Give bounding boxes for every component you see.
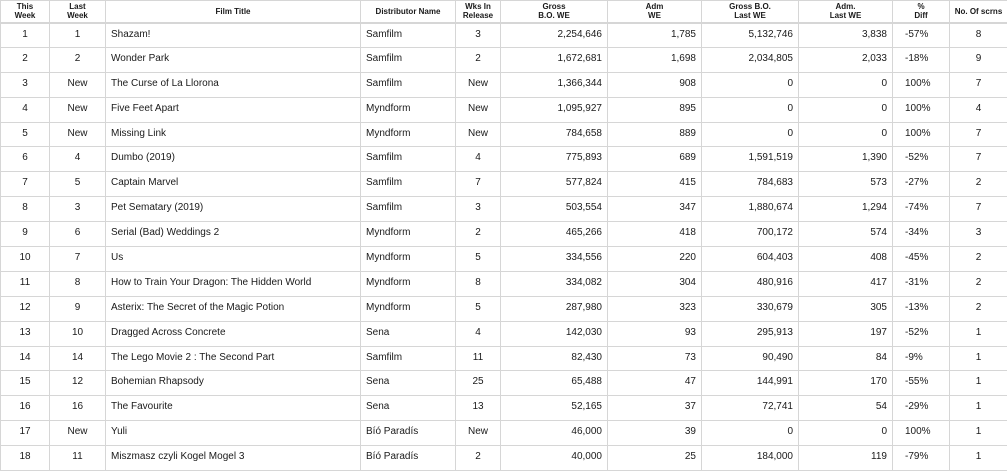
cell-this-week: 18 (1, 446, 50, 471)
cell-last-week: 14 (50, 346, 106, 371)
header-row (1, 1, 1007, 23)
cell-this-week: 8 (1, 197, 50, 222)
cell-distributor: Myndform (361, 122, 456, 147)
cell-distributor: Myndform (361, 222, 456, 247)
cell-wks-in-release: 2 (456, 446, 501, 471)
cell-adm-last-we: 197 (799, 321, 893, 346)
cell-no-of-scrns: 8 (950, 23, 1007, 48)
table-row[interactable] (1, 371, 1007, 396)
cell-gross-bo-we: 82,430 (501, 346, 608, 371)
cell-adm-we: 895 (608, 97, 702, 122)
cell-wks-in-release: 7 (456, 172, 501, 197)
cell-distributor: Samfilm (361, 47, 456, 72)
cell-distributor: Samfilm (361, 172, 456, 197)
cell-film-title: How to Train Your Dragon: The Hidden World (106, 271, 361, 296)
cell-this-week: 6 (1, 147, 50, 172)
cell-last-week: 4 (50, 147, 106, 172)
cell-pct-diff: 100% (893, 72, 950, 97)
cell-pct-diff: -74% (893, 197, 950, 222)
cell-no-of-scrns: 7 (950, 122, 1007, 147)
table-row[interactable] (1, 172, 1007, 197)
cell-this-week: 1 (1, 23, 50, 48)
cell-this-week: 15 (1, 371, 50, 396)
cell-pct-diff: -29% (893, 396, 950, 421)
cell-pct-diff: 100% (893, 97, 950, 122)
cell-adm-we: 1,785 (608, 23, 702, 48)
cell-adm-we: 415 (608, 172, 702, 197)
cell-adm-last-we: 417 (799, 271, 893, 296)
cell-this-week: 3 (1, 72, 50, 97)
cell-last-week: New (50, 97, 106, 122)
header-this-week[interactable]: This Week (1, 1, 50, 23)
cell-distributor: Myndform (361, 247, 456, 272)
cell-gross-bo-last-we: 700,172 (702, 222, 799, 247)
table-row[interactable] (1, 47, 1007, 72)
cell-this-week: 5 (1, 122, 50, 147)
table-row[interactable] (1, 23, 1007, 48)
cell-wks-in-release: 5 (456, 247, 501, 272)
cell-this-week: 17 (1, 421, 50, 446)
table-row[interactable] (1, 446, 1007, 471)
table-row[interactable] (1, 396, 1007, 421)
cell-gross-bo-last-we: 90,490 (702, 346, 799, 371)
cell-adm-we: 47 (608, 371, 702, 396)
cell-distributor: Myndform (361, 271, 456, 296)
table-row[interactable] (1, 296, 1007, 321)
header-gross-bo-we[interactable]: Gross B.O. WE (501, 1, 608, 23)
cell-last-week: 16 (50, 396, 106, 421)
cell-film-title: Dragged Across Concrete (106, 321, 361, 346)
cell-distributor: Samfilm (361, 197, 456, 222)
cell-adm-we: 908 (608, 72, 702, 97)
header-gross-bo-last-we[interactable]: Gross B.O. Last WE (702, 1, 799, 23)
cell-gross-bo-last-we: 0 (702, 72, 799, 97)
cell-pct-diff: -13% (893, 296, 950, 321)
table-row[interactable] (1, 122, 1007, 147)
cell-wks-in-release: 11 (456, 346, 501, 371)
cell-adm-last-we: 573 (799, 172, 893, 197)
cell-adm-we: 347 (608, 197, 702, 222)
cell-gross-bo-last-we: 1,591,519 (702, 147, 799, 172)
cell-adm-we: 304 (608, 271, 702, 296)
cell-no-of-scrns: 4 (950, 97, 1007, 122)
cell-gross-bo-last-we: 1,880,674 (702, 197, 799, 222)
table-row[interactable] (1, 222, 1007, 247)
cell-wks-in-release: 4 (456, 147, 501, 172)
cell-distributor: Bíó Paradís (361, 421, 456, 446)
cell-adm-we: 323 (608, 296, 702, 321)
cell-last-week: 6 (50, 222, 106, 247)
cell-film-title: Serial (Bad) Weddings 2 (106, 222, 361, 247)
cell-no-of-scrns: 2 (950, 247, 1007, 272)
cell-adm-last-we: 170 (799, 371, 893, 396)
header-adm-last-we[interactable]: Adm. Last WE (799, 1, 893, 23)
cell-wks-in-release: 4 (456, 321, 501, 346)
cell-pct-diff: -52% (893, 321, 950, 346)
cell-film-title: The Favourite (106, 396, 361, 421)
cell-gross-bo-we: 142,030 (501, 321, 608, 346)
cell-wks-in-release: 13 (456, 396, 501, 421)
cell-wks-in-release: 25 (456, 371, 501, 396)
cell-gross-bo-we: 775,893 (501, 147, 608, 172)
cell-adm-we: 37 (608, 396, 702, 421)
cell-adm-last-we: 305 (799, 296, 893, 321)
header-film-title[interactable]: Film Title (106, 1, 361, 23)
cell-wks-in-release: New (456, 97, 501, 122)
cell-gross-bo-last-we: 144,991 (702, 371, 799, 396)
cell-no-of-scrns: 1 (950, 396, 1007, 421)
cell-distributor: Samfilm (361, 147, 456, 172)
cell-gross-bo-we: 1,095,927 (501, 97, 608, 122)
cell-gross-bo-last-we: 604,403 (702, 247, 799, 272)
cell-film-title: Shazam! (106, 23, 361, 48)
table-row[interactable] (1, 346, 1007, 371)
cell-adm-last-we: 1,294 (799, 197, 893, 222)
cell-distributor: Myndform (361, 296, 456, 321)
cell-adm-last-we: 119 (799, 446, 893, 471)
cell-pct-diff: -57% (893, 23, 950, 48)
cell-gross-bo-last-we: 2,034,805 (702, 47, 799, 72)
cell-film-title: Bohemian Rhapsody (106, 371, 361, 396)
cell-gross-bo-we: 577,824 (501, 172, 608, 197)
cell-gross-bo-we: 2,254,646 (501, 23, 608, 48)
cell-gross-bo-we: 287,980 (501, 296, 608, 321)
cell-last-week: New (50, 122, 106, 147)
cell-last-week: 9 (50, 296, 106, 321)
cell-distributor: Bíó Paradís (361, 446, 456, 471)
table-row[interactable] (1, 247, 1007, 272)
cell-this-week: 16 (1, 396, 50, 421)
cell-last-week: 7 (50, 247, 106, 272)
cell-adm-last-we: 2,033 (799, 47, 893, 72)
table-row[interactable] (1, 271, 1007, 296)
cell-no-of-scrns: 2 (950, 271, 1007, 296)
cell-gross-bo-last-we: 0 (702, 122, 799, 147)
cell-pct-diff: -18% (893, 47, 950, 72)
cell-distributor: Samfilm (361, 23, 456, 48)
cell-no-of-scrns: 1 (950, 421, 1007, 446)
cell-gross-bo-last-we: 480,916 (702, 271, 799, 296)
cell-pct-diff: -52% (893, 147, 950, 172)
cell-wks-in-release: 3 (456, 197, 501, 222)
table-row[interactable] (1, 421, 1007, 446)
cell-film-title: Yuli (106, 421, 361, 446)
cell-wks-in-release: 2 (456, 47, 501, 72)
cell-gross-bo-last-we: 784,683 (702, 172, 799, 197)
cell-wks-in-release: 8 (456, 271, 501, 296)
cell-no-of-scrns: 1 (950, 371, 1007, 396)
cell-this-week: 7 (1, 172, 50, 197)
cell-film-title: Wonder Park (106, 47, 361, 72)
header-no-of-scrns[interactable]: No. Of scrns (950, 1, 1007, 23)
cell-film-title: Captain Marvel (106, 172, 361, 197)
cell-film-title: Dumbo (2019) (106, 147, 361, 172)
table-row[interactable] (1, 321, 1007, 346)
cell-gross-bo-last-we: 0 (702, 421, 799, 446)
cell-pct-diff: -9% (893, 346, 950, 371)
cell-gross-bo-last-we: 5,132,746 (702, 23, 799, 48)
cell-this-week: 9 (1, 222, 50, 247)
cell-this-week: 11 (1, 271, 50, 296)
cell-this-week: 4 (1, 97, 50, 122)
cell-adm-we: 93 (608, 321, 702, 346)
cell-last-week: 11 (50, 446, 106, 471)
cell-wks-in-release: 2 (456, 222, 501, 247)
cell-gross-bo-we: 52,165 (501, 396, 608, 421)
cell-adm-last-we: 3,838 (799, 23, 893, 48)
cell-gross-bo-we: 503,554 (501, 197, 608, 222)
cell-pct-diff: -45% (893, 247, 950, 272)
cell-last-week: 3 (50, 197, 106, 222)
cell-last-week: 12 (50, 371, 106, 396)
cell-wks-in-release: 3 (456, 23, 501, 48)
cell-pct-diff: 100% (893, 421, 950, 446)
cell-distributor: Sena (361, 396, 456, 421)
cell-last-week: 1 (50, 23, 106, 48)
header-last-week[interactable]: Last Week (50, 1, 106, 23)
cell-distributor: Myndform (361, 97, 456, 122)
cell-film-title: Asterix: The Secret of the Magic Potion (106, 296, 361, 321)
cell-adm-last-we: 1,390 (799, 147, 893, 172)
cell-pct-diff: -31% (893, 271, 950, 296)
cell-distributor: Samfilm (361, 72, 456, 97)
cell-adm-last-we: 0 (799, 122, 893, 147)
cell-film-title: The Curse of La Llorona (106, 72, 361, 97)
cell-adm-last-we: 0 (799, 97, 893, 122)
cell-wks-in-release: New (456, 72, 501, 97)
cell-wks-in-release: 5 (456, 296, 501, 321)
cell-pct-diff: -34% (893, 222, 950, 247)
cell-distributor: Sena (361, 321, 456, 346)
cell-no-of-scrns: 7 (950, 147, 1007, 172)
table-row[interactable] (1, 72, 1007, 97)
cell-gross-bo-we: 1,366,344 (501, 72, 608, 97)
cell-last-week: New (50, 421, 106, 446)
cell-gross-bo-we: 46,000 (501, 421, 608, 446)
cell-wks-in-release: New (456, 122, 501, 147)
cell-film-title: Miszmasz czyli Kogel Mogel 3 (106, 446, 361, 471)
table-row[interactable] (1, 147, 1007, 172)
cell-gross-bo-last-we: 330,679 (702, 296, 799, 321)
cell-adm-last-we: 408 (799, 247, 893, 272)
cell-gross-bo-we: 784,658 (501, 122, 608, 147)
cell-no-of-scrns: 7 (950, 197, 1007, 222)
cell-gross-bo-last-we: 184,000 (702, 446, 799, 471)
cell-pct-diff: 100% (893, 122, 950, 147)
cell-gross-bo-we: 465,266 (501, 222, 608, 247)
cell-adm-we: 220 (608, 247, 702, 272)
cell-adm-last-we: 574 (799, 222, 893, 247)
cell-adm-last-we: 0 (799, 421, 893, 446)
cell-last-week: 10 (50, 321, 106, 346)
cell-gross-bo-we: 334,556 (501, 247, 608, 272)
cell-film-title: Us (106, 247, 361, 272)
cell-gross-bo-we: 334,082 (501, 271, 608, 296)
cell-adm-last-we: 0 (799, 72, 893, 97)
cell-this-week: 13 (1, 321, 50, 346)
cell-no-of-scrns: 1 (950, 321, 1007, 346)
header-adm-we[interactable]: Adm WE (608, 1, 702, 23)
cell-adm-last-we: 54 (799, 396, 893, 421)
header-pct-diff[interactable]: % Diff (893, 1, 950, 23)
cell-gross-bo-we: 40,000 (501, 446, 608, 471)
cell-no-of-scrns: 1 (950, 346, 1007, 371)
cell-adm-we: 1,698 (608, 47, 702, 72)
cell-gross-bo-last-we: 72,741 (702, 396, 799, 421)
cell-no-of-scrns: 1 (950, 446, 1007, 471)
cell-gross-bo-we: 1,672,681 (501, 47, 608, 72)
cell-last-week: New (50, 72, 106, 97)
cell-distributor: Sena (361, 371, 456, 396)
cell-gross-bo-we: 65,488 (501, 371, 608, 396)
cell-last-week: 2 (50, 47, 106, 72)
cell-this-week: 10 (1, 247, 50, 272)
cell-pct-diff: -79% (893, 446, 950, 471)
cell-pct-diff: -55% (893, 371, 950, 396)
cell-last-week: 5 (50, 172, 106, 197)
cell-film-title: Five Feet Apart (106, 97, 361, 122)
cell-distributor: Samfilm (361, 346, 456, 371)
cell-film-title: Missing Link (106, 122, 361, 147)
header-distributor[interactable]: Distributor Name (361, 1, 456, 23)
header-wks-in-release[interactable]: Wks In Release (456, 1, 501, 23)
cell-no-of-scrns: 3 (950, 222, 1007, 247)
cell-wks-in-release: New (456, 421, 501, 446)
cell-this-week: 12 (1, 296, 50, 321)
cell-this-week: 2 (1, 47, 50, 72)
cell-gross-bo-last-we: 295,913 (702, 321, 799, 346)
table-row[interactable] (1, 97, 1007, 122)
cell-adm-we: 73 (608, 346, 702, 371)
cell-last-week: 8 (50, 271, 106, 296)
cell-adm-we: 418 (608, 222, 702, 247)
cell-gross-bo-last-we: 0 (702, 97, 799, 122)
cell-no-of-scrns: 2 (950, 296, 1007, 321)
cell-film-title: Pet Sematary (2019) (106, 197, 361, 222)
cell-adm-we: 889 (608, 122, 702, 147)
table-row[interactable] (1, 197, 1007, 222)
cell-this-week: 14 (1, 346, 50, 371)
cell-adm-we: 25 (608, 446, 702, 471)
cell-adm-we: 689 (608, 147, 702, 172)
cell-pct-diff: -27% (893, 172, 950, 197)
cell-no-of-scrns: 2 (950, 172, 1007, 197)
cell-no-of-scrns: 7 (950, 72, 1007, 97)
cell-adm-we: 39 (608, 421, 702, 446)
cell-adm-last-we: 84 (799, 346, 893, 371)
cell-no-of-scrns: 9 (950, 47, 1007, 72)
cell-film-title: The Lego Movie 2 : The Second Part (106, 346, 361, 371)
